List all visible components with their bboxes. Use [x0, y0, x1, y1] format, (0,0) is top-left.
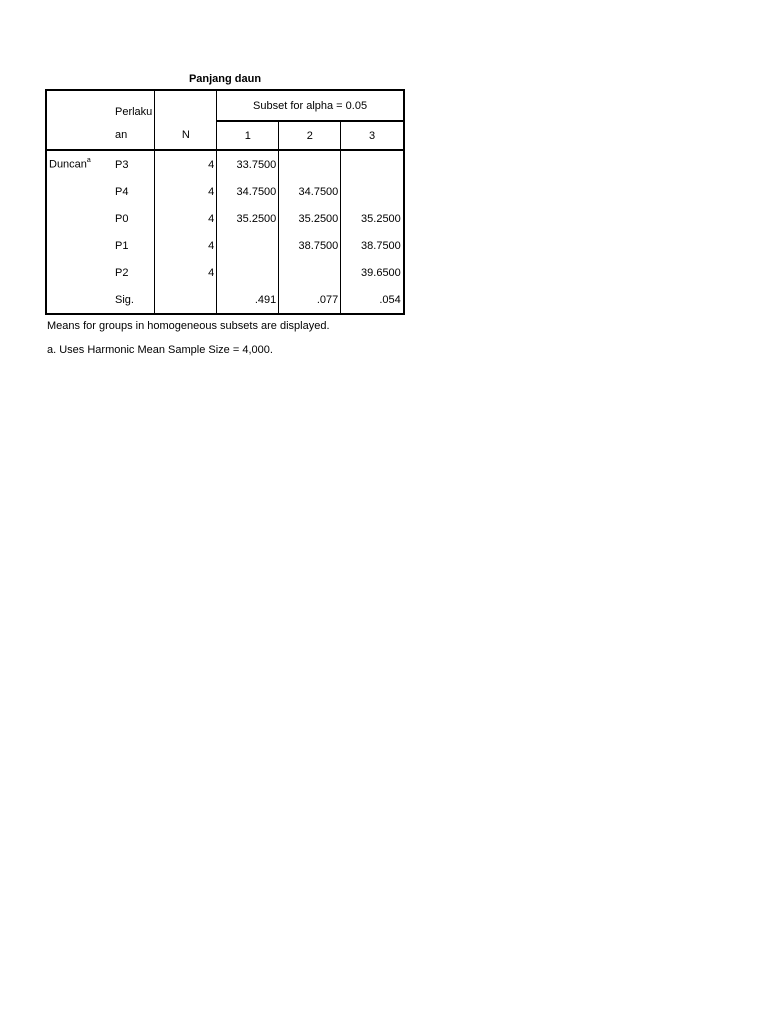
row-subset-2	[279, 150, 341, 178]
row-subset-1	[217, 259, 279, 286]
row-subset-2: 35.2500	[279, 205, 341, 232]
row-subset-3	[341, 178, 404, 205]
row-subset-3: 39.6500	[341, 259, 404, 286]
header-subset-label: Subset for alpha = 0.05	[217, 90, 404, 121]
table-row	[46, 259, 404, 286]
row-n	[155, 286, 217, 314]
row-subset-3	[341, 150, 404, 178]
row-subset-1: 34.7500	[217, 178, 279, 205]
group-label: Duncan	[49, 158, 87, 171]
table-row	[46, 150, 404, 178]
row-n: 4	[155, 150, 217, 178]
row-n: 4	[155, 205, 217, 232]
group-footnote-marker: a	[86, 157, 91, 165]
table-row-sig	[46, 286, 404, 314]
row-subset-2: 38.7500	[279, 232, 341, 259]
group-label-cell-empty	[46, 286, 107, 314]
group-label-cell-empty	[46, 205, 107, 232]
header-corner	[46, 90, 107, 121]
row-n: 4	[155, 178, 217, 205]
header-subset-3: 3	[341, 121, 404, 150]
group-label-cell-empty	[46, 259, 107, 286]
footnote-harmonic-mean: a. Uses Harmonic Mean Sample Size = 4,000.	[47, 344, 273, 356]
row-subset-3: 35.2500	[341, 205, 404, 232]
header-n-top	[155, 90, 217, 121]
table-row	[46, 178, 404, 205]
row-subset-3: .054	[341, 286, 404, 314]
duncan-homogeneous-subsets-table	[45, 89, 405, 315]
header-perlakuan-line2: an	[107, 121, 155, 150]
row-subset-1	[217, 232, 279, 259]
row-subset-2	[279, 259, 341, 286]
row-label: Sig.	[115, 293, 134, 306]
group-label-cell-empty	[46, 232, 107, 259]
header-corner-bottom	[46, 121, 107, 150]
row-subset-2: .077	[279, 286, 341, 314]
row-n: 4	[155, 259, 217, 286]
row-label: P2	[115, 266, 129, 279]
table-row	[46, 205, 404, 232]
header-n: N	[155, 121, 217, 150]
row-n: 4	[155, 232, 217, 259]
row-label: P3	[115, 158, 129, 171]
header-perlakuan-line1: Perlaku	[115, 106, 153, 118]
group-label-cell	[46, 150, 107, 178]
table-row	[46, 232, 404, 259]
footnote-means: Means for groups in homogeneous subsets are displayed.	[47, 320, 330, 332]
row-subset-3: 38.7500	[341, 232, 404, 259]
header-row-1	[46, 90, 404, 121]
row-label: P4	[115, 185, 129, 198]
row-subset-2: 34.7500	[279, 178, 341, 205]
row-subset-1: 33.7500	[217, 150, 279, 178]
table-title: Panjang daun	[188, 73, 262, 85]
row-subset-1: .491	[217, 286, 279, 314]
group-label-cell-empty	[46, 178, 107, 205]
header-row-2	[46, 121, 404, 150]
header-subset-1: 1	[217, 121, 279, 150]
row-label: P1	[115, 239, 129, 252]
row-subset-1: 35.2500	[217, 205, 279, 232]
row-label: P0	[115, 212, 129, 225]
header-subset-2: 2	[279, 121, 341, 150]
